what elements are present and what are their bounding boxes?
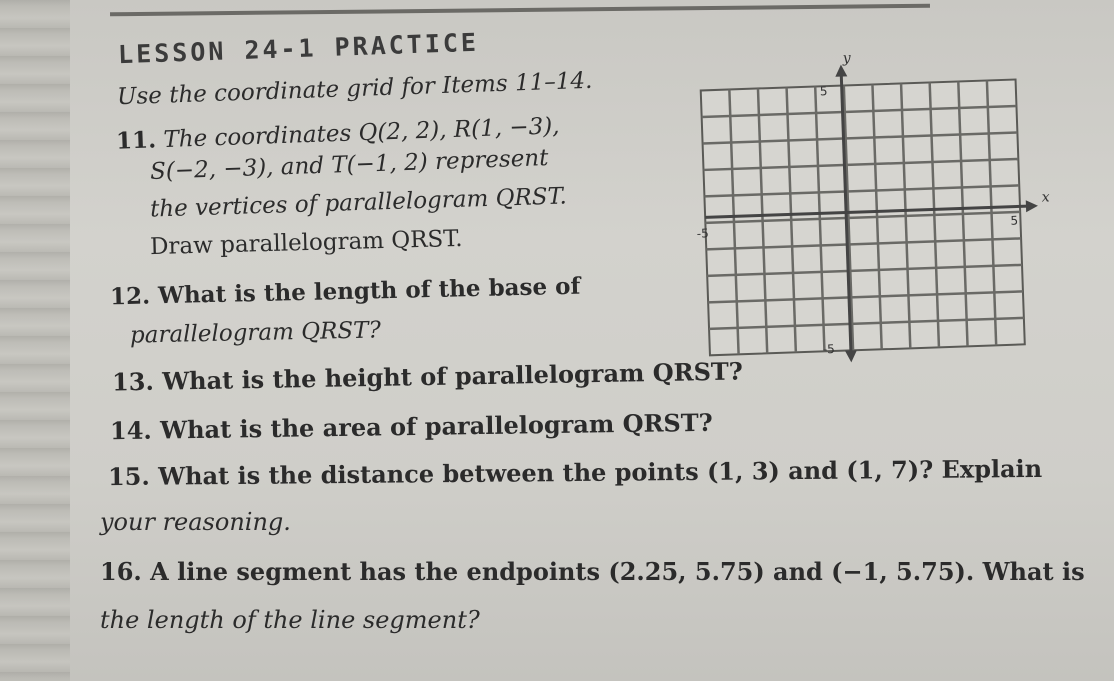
item-11-number: 11. (115, 126, 157, 155)
item-11-line-4: Draw parallelogram QRST. (149, 225, 463, 261)
item-13-number: 13. (111, 366, 155, 397)
coordinate-grid (660, 40, 1060, 380)
item-14 (110, 408, 713, 445)
x-axis-arrow-icon (1026, 200, 1038, 212)
item-11-line-2: S(−2, −3), and T(−1, 2) represent (149, 145, 549, 185)
item-15-line-2: your reasoning. (100, 508, 291, 536)
item-16-text-1: A line segment has the endpoints (2.25, 5.75) and (−1, 5.75). What is (150, 557, 1085, 586)
item-13 (112, 356, 743, 396)
item-12-text-1: What is the length of the base of (157, 272, 581, 310)
intro-instruction: Use the coordinate grid for Items 11–14. (116, 67, 593, 111)
item-11-line-3: the vertices of parallelogram QRST. (149, 183, 568, 223)
item-15-text-1: What is the distance between the points (1, 3) and (1, 7)? Explain (158, 453, 1043, 491)
lesson-header: LESSON 24-1 PRACTICE (117, 27, 480, 70)
y-tick-label-pos: 5 (819, 84, 828, 99)
y-axis-label: y (842, 50, 851, 67)
top-rule (110, 4, 930, 17)
item-16-line-2: the length of the line segment? (100, 606, 480, 634)
item-14-text: What is the area of parallelogram QRST? (159, 407, 713, 445)
item-14-number: 14. (109, 415, 152, 446)
left-page-margin (0, 0, 70, 681)
item-15-line-1 (108, 454, 1042, 491)
item-16-number: 16. (100, 557, 142, 586)
x-tick-label-pos: 5 (1010, 213, 1019, 228)
y-tick-label-neg: -5 (822, 341, 836, 357)
y-axis-down-arrow-icon (845, 350, 857, 362)
item-12-line-1 (110, 273, 581, 311)
x-axis-label: x (1041, 189, 1050, 206)
item-13-text: What is the height of parallelogram QRST? (161, 356, 744, 396)
item-15-number: 15. (107, 461, 150, 492)
item-16-line-1 (100, 557, 1085, 586)
item-11-text-1: The coordinates Q(2, 2), R(1, −3), (162, 113, 560, 154)
item-12-line-2: parallelogram QRST? (129, 317, 382, 349)
item-12-number: 12. (109, 282, 151, 311)
x-tick-label-neg: -5 (696, 226, 709, 241)
